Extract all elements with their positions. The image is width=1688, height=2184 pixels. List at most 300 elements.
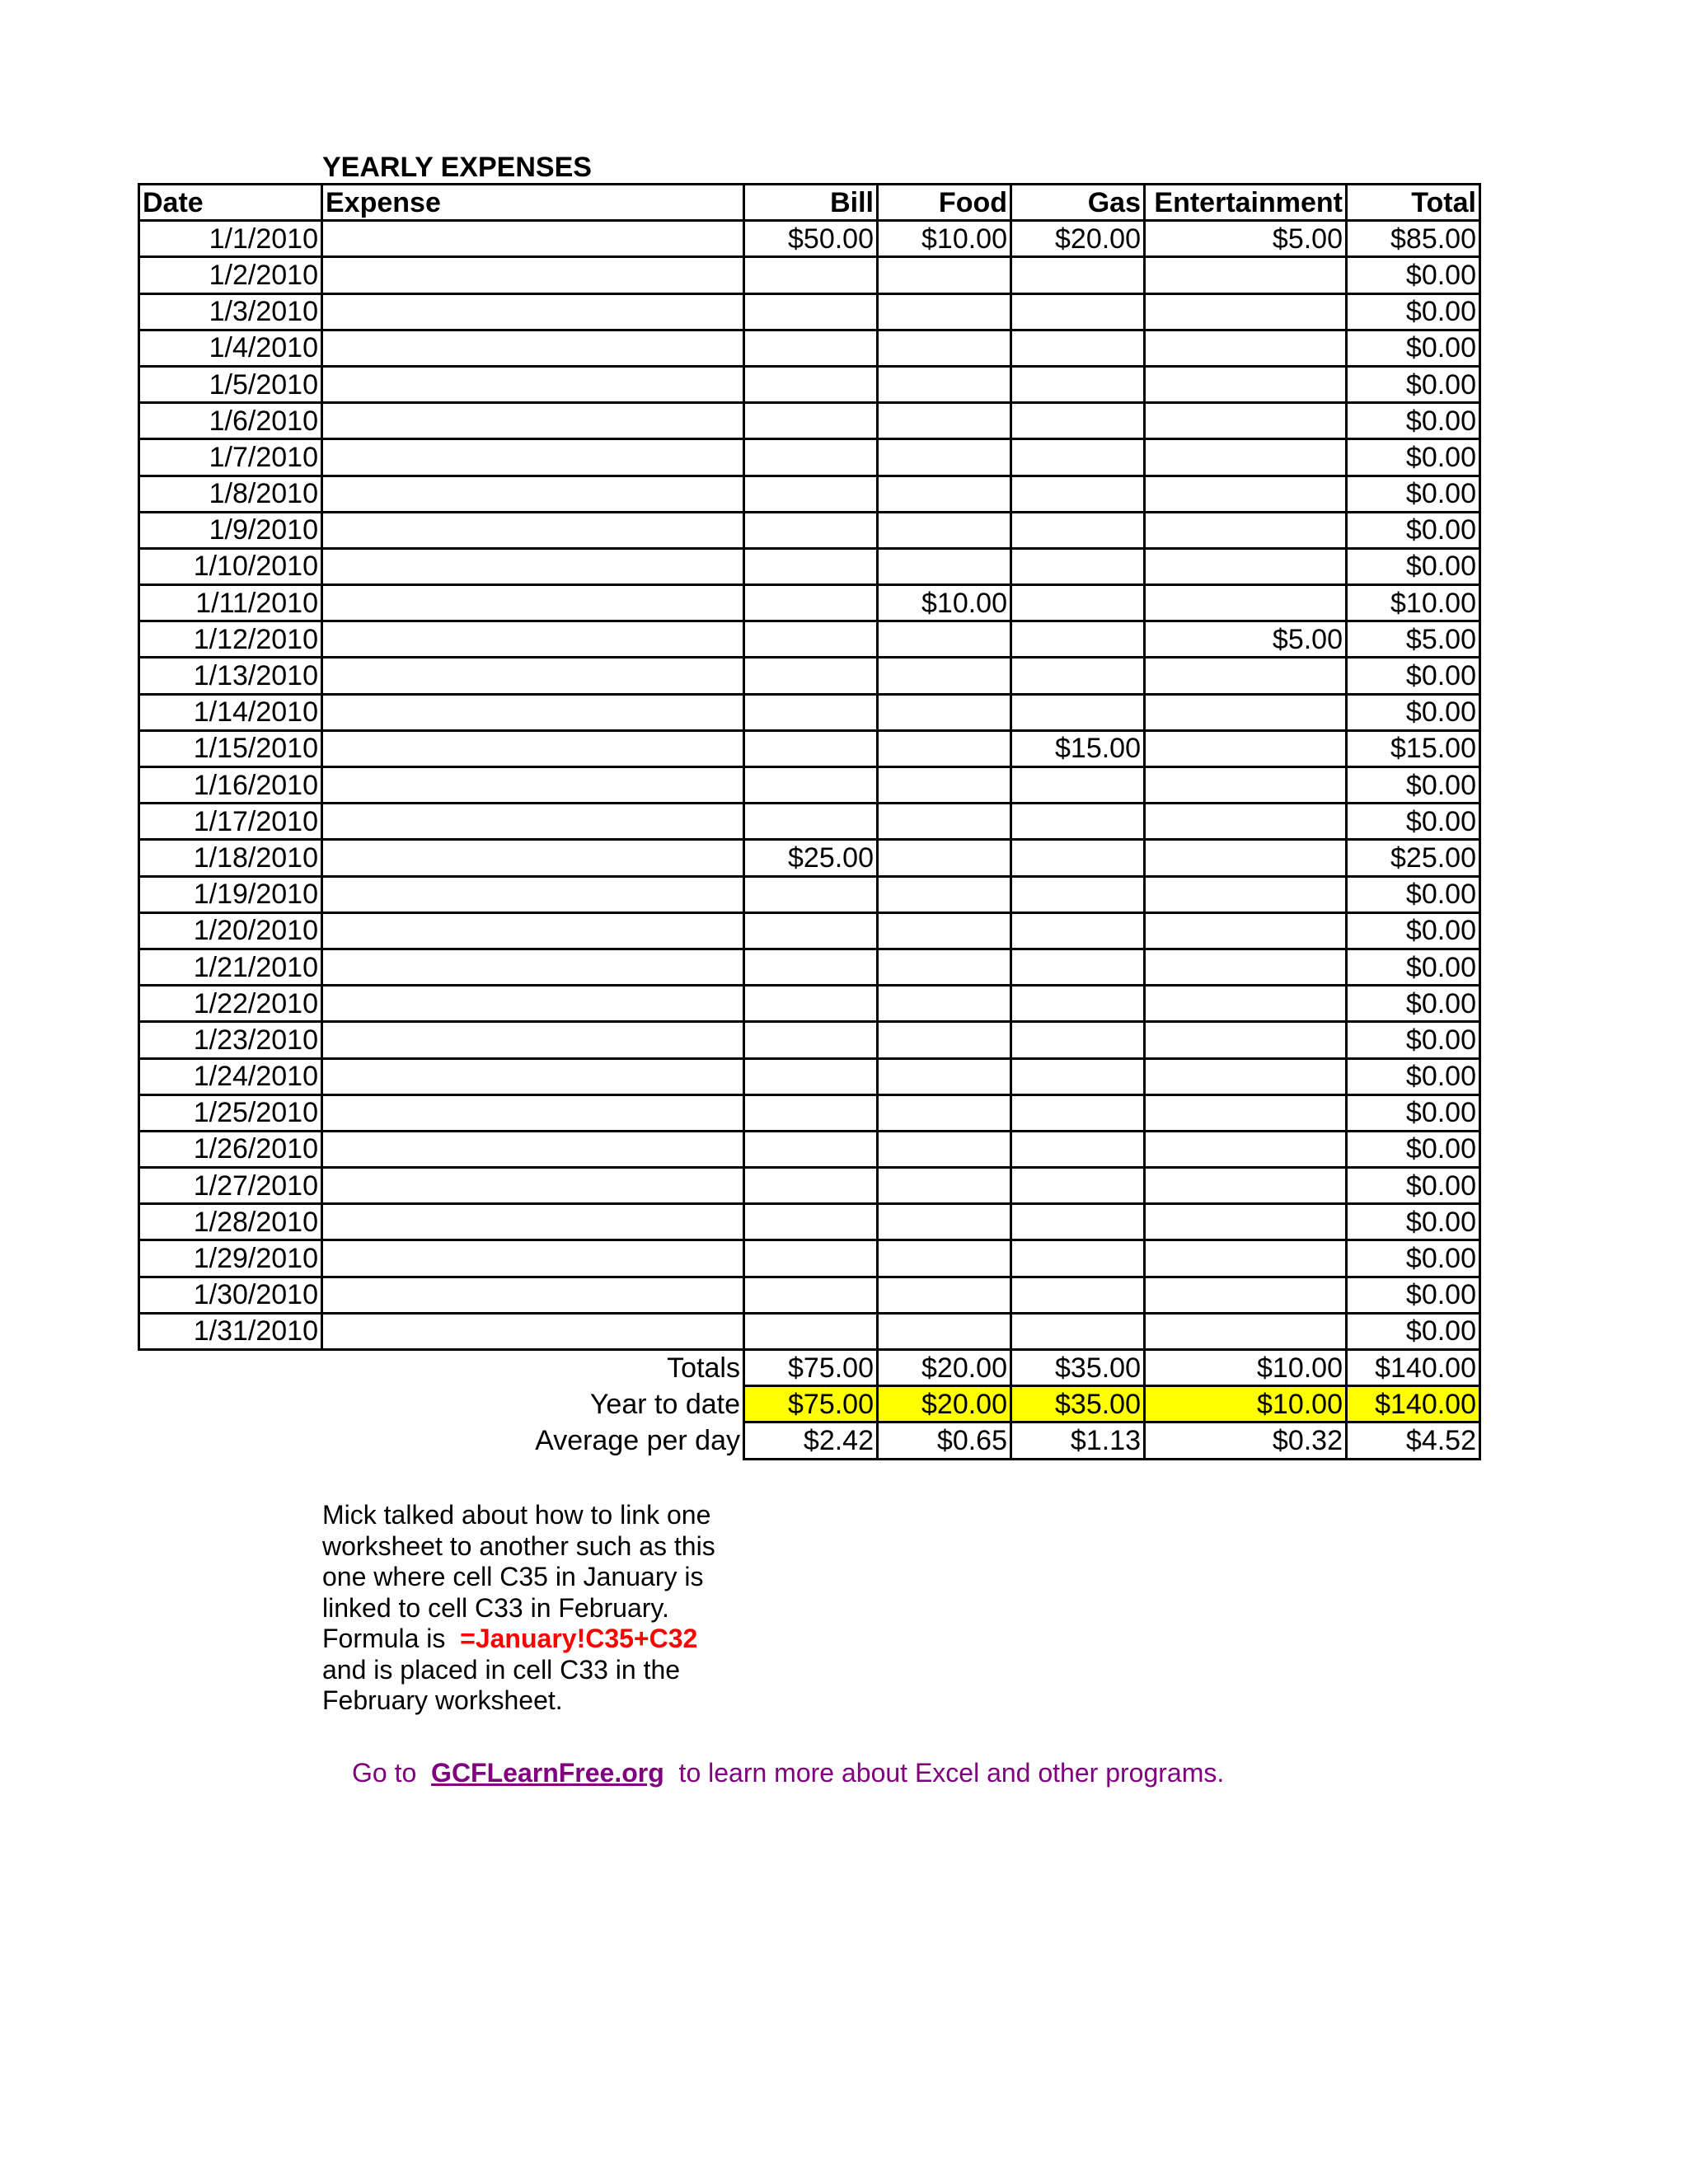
total-cell[interactable]: $0.00 xyxy=(1347,1094,1480,1131)
expense-cell[interactable] xyxy=(322,1168,744,1204)
food-cell[interactable] xyxy=(878,767,1011,804)
expense-cell[interactable] xyxy=(322,1022,744,1058)
date-cell[interactable]: 1/3/2010 xyxy=(139,293,322,330)
summary-row xyxy=(139,1350,1480,1386)
note-lines xyxy=(322,1500,784,1624)
table-row xyxy=(139,1168,1480,1204)
gas-cell[interactable] xyxy=(1011,585,1145,621)
expense-cell[interactable] xyxy=(322,330,744,366)
bill-cell[interactable] xyxy=(744,403,878,439)
bill-cell[interactable] xyxy=(744,476,878,512)
expense-cell[interactable] xyxy=(322,694,744,730)
expense-cell[interactable] xyxy=(322,1094,744,1131)
gas-cell[interactable] xyxy=(1011,658,1145,694)
table-row xyxy=(139,257,1480,293)
table-row xyxy=(139,840,1480,876)
entertainment-cell[interactable] xyxy=(1145,730,1347,766)
total-cell[interactable]: $85.00 xyxy=(1347,221,1480,257)
food-cell[interactable] xyxy=(878,1240,1011,1277)
expense-cell[interactable] xyxy=(322,257,744,293)
date-cell[interactable]: 1/4/2010 xyxy=(139,330,322,366)
total-cell[interactable]: $0.00 xyxy=(1347,439,1480,476)
entertainment-cell[interactable] xyxy=(1145,1058,1347,1094)
note-line: linked to cell C33 in February. xyxy=(322,1592,669,1623)
date-cell[interactable]: 1/20/2010 xyxy=(139,912,322,949)
total-cell[interactable]: $0.00 xyxy=(1347,476,1480,512)
date-cell[interactable]: 1/31/2010 xyxy=(139,1313,322,1349)
food-cell[interactable] xyxy=(878,621,1011,658)
table-row xyxy=(139,804,1480,840)
food-cell[interactable] xyxy=(878,1313,1011,1349)
summary-entertainment-cell[interactable]: $0.32 xyxy=(1145,1422,1347,1459)
food-cell[interactable] xyxy=(878,1168,1011,1204)
header-row xyxy=(139,185,1480,221)
entertainment-cell[interactable] xyxy=(1145,585,1347,621)
date-cell[interactable]: 1/7/2010 xyxy=(139,439,322,476)
food-cell[interactable] xyxy=(878,1058,1011,1094)
entertainment-cell[interactable] xyxy=(1145,1240,1347,1277)
date-cell[interactable]: 1/23/2010 xyxy=(139,1022,322,1058)
note-line: one where cell C35 in January is xyxy=(322,1562,704,1591)
expense-cell[interactable] xyxy=(322,221,744,257)
gas-cell[interactable] xyxy=(1011,1131,1145,1167)
entertainment-cell[interactable] xyxy=(1145,658,1347,694)
date-cell[interactable]: 1/13/2010 xyxy=(139,658,322,694)
date-cell[interactable]: 1/17/2010 xyxy=(139,804,322,840)
total-cell[interactable]: $0.00 xyxy=(1347,986,1480,1022)
note-line: February worksheet. xyxy=(322,1685,563,1715)
entertainment-cell[interactable] xyxy=(1145,804,1347,840)
gas-cell[interactable] xyxy=(1011,1022,1145,1058)
table-row xyxy=(139,330,1480,366)
gas-cell[interactable] xyxy=(1011,767,1145,804)
total-cell[interactable]: $0.00 xyxy=(1347,1204,1480,1240)
expense-cell[interactable] xyxy=(322,621,744,658)
entertainment-cell[interactable] xyxy=(1145,548,1347,584)
column-header-entertainment[interactable]: Entertainment xyxy=(1145,185,1347,221)
entertainment-cell[interactable]: $5.00 xyxy=(1145,621,1347,658)
expense-cell[interactable] xyxy=(322,512,744,548)
summary-entertainment-cell[interactable]: $10.00 xyxy=(1145,1386,1347,1422)
total-cell[interactable]: $0.00 xyxy=(1347,257,1480,293)
bill-cell[interactable] xyxy=(744,366,878,402)
table-row xyxy=(139,1058,1480,1094)
entertainment-cell[interactable] xyxy=(1145,512,1347,548)
table-row xyxy=(139,548,1480,584)
table-row xyxy=(139,986,1480,1022)
date-cell[interactable]: 1/26/2010 xyxy=(139,1131,322,1167)
bill-cell[interactable] xyxy=(744,1313,878,1349)
expense-cell[interactable] xyxy=(322,1204,744,1240)
column-header-expense[interactable]: Expense xyxy=(322,185,744,221)
summary-bill-cell[interactable]: $75.00 xyxy=(744,1386,878,1422)
bill-cell[interactable] xyxy=(744,658,878,694)
date-cell[interactable]: 1/29/2010 xyxy=(139,1240,322,1277)
summary-blank-cell xyxy=(139,1350,322,1386)
expense-cell[interactable] xyxy=(322,1313,744,1349)
summary-total-cell[interactable]: $140.00 xyxy=(1347,1350,1480,1386)
table-row xyxy=(139,1094,1480,1131)
date-cell[interactable]: 1/14/2010 xyxy=(139,694,322,730)
table-row xyxy=(139,621,1480,658)
table-row xyxy=(139,403,1480,439)
food-cell[interactable] xyxy=(878,1094,1011,1131)
food-cell[interactable] xyxy=(878,1131,1011,1167)
footer-line xyxy=(352,1756,1224,1789)
gas-cell[interactable]: $15.00 xyxy=(1011,730,1145,766)
expense-cell[interactable] xyxy=(322,876,744,912)
total-cell[interactable]: $0.00 xyxy=(1347,1313,1480,1349)
date-cell[interactable]: 1/25/2010 xyxy=(139,1094,322,1131)
sheet-title: YEARLY EXPENSES xyxy=(322,152,592,183)
gas-cell[interactable] xyxy=(1011,1313,1145,1349)
expense-cell[interactable] xyxy=(322,585,744,621)
formula-prefix: Formula is xyxy=(322,1624,446,1653)
gas-cell[interactable] xyxy=(1011,1204,1145,1240)
expense-cell[interactable] xyxy=(322,912,744,949)
summary-food-cell[interactable]: $20.00 xyxy=(878,1350,1011,1386)
food-cell[interactable] xyxy=(878,293,1011,330)
summary-gas-cell[interactable]: $1.13 xyxy=(1011,1422,1145,1459)
gas-cell[interactable] xyxy=(1011,512,1145,548)
entertainment-cell[interactable] xyxy=(1145,403,1347,439)
gas-cell[interactable] xyxy=(1011,476,1145,512)
gas-cell[interactable] xyxy=(1011,949,1145,985)
bill-cell[interactable] xyxy=(744,1240,878,1277)
footer-suffix: to learn more about Excel and other programs. xyxy=(678,1758,1225,1788)
entertainment-cell[interactable] xyxy=(1145,257,1347,293)
food-cell[interactable]: $10.00 xyxy=(878,585,1011,621)
bill-cell[interactable] xyxy=(744,730,878,766)
food-cell[interactable] xyxy=(878,403,1011,439)
entertainment-cell[interactable]: $5.00 xyxy=(1145,221,1347,257)
summary-total-cell[interactable]: $4.52 xyxy=(1347,1422,1480,1459)
total-cell[interactable]: $0.00 xyxy=(1347,366,1480,402)
table-row xyxy=(139,694,1480,730)
column-header-food[interactable]: Food xyxy=(878,185,1011,221)
expense-cell[interactable] xyxy=(322,1058,744,1094)
gas-cell[interactable] xyxy=(1011,548,1145,584)
gas-cell[interactable] xyxy=(1011,293,1145,330)
summary-food-cell[interactable]: $0.65 xyxy=(878,1422,1011,1459)
date-cell[interactable]: 1/18/2010 xyxy=(139,840,322,876)
bill-cell[interactable] xyxy=(744,585,878,621)
food-cell[interactable] xyxy=(878,912,1011,949)
total-cell[interactable]: $0.00 xyxy=(1347,804,1480,840)
total-cell[interactable]: $15.00 xyxy=(1347,730,1480,766)
food-cell[interactable] xyxy=(878,1022,1011,1058)
expense-cell[interactable] xyxy=(322,1277,744,1313)
food-cell[interactable] xyxy=(878,512,1011,548)
bill-cell[interactable] xyxy=(744,330,878,366)
gas-cell[interactable]: $20.00 xyxy=(1011,221,1145,257)
date-cell[interactable]: 1/6/2010 xyxy=(139,403,322,439)
total-cell[interactable]: $0.00 xyxy=(1347,403,1480,439)
gas-cell[interactable] xyxy=(1011,403,1145,439)
expense-table xyxy=(138,183,1481,1460)
expense-cell[interactable] xyxy=(322,439,744,476)
food-cell[interactable]: $10.00 xyxy=(878,221,1011,257)
date-cell[interactable]: 1/10/2010 xyxy=(139,548,322,584)
table-row xyxy=(139,912,1480,949)
entertainment-cell[interactable] xyxy=(1145,986,1347,1022)
date-cell[interactable]: 1/30/2010 xyxy=(139,1277,322,1313)
bill-cell[interactable] xyxy=(744,694,878,730)
food-cell[interactable] xyxy=(878,1204,1011,1240)
table-body xyxy=(139,221,1480,1350)
date-cell[interactable]: 1/22/2010 xyxy=(139,986,322,1022)
entertainment-cell[interactable] xyxy=(1145,1022,1347,1058)
table-row xyxy=(139,1240,1480,1277)
bill-cell[interactable] xyxy=(744,876,878,912)
expense-cell[interactable] xyxy=(322,548,744,584)
footer-prefix: Go to xyxy=(352,1758,417,1788)
food-cell[interactable] xyxy=(878,876,1011,912)
gas-cell[interactable] xyxy=(1011,912,1145,949)
entertainment-cell[interactable] xyxy=(1145,912,1347,949)
gas-cell[interactable] xyxy=(1011,1058,1145,1094)
expense-cell[interactable] xyxy=(322,658,744,694)
table-row xyxy=(139,1313,1480,1349)
note-line: and is placed in cell C33 in the xyxy=(322,1654,681,1685)
food-cell[interactable] xyxy=(878,986,1011,1022)
total-cell[interactable]: $0.00 xyxy=(1347,694,1480,730)
expense-cell[interactable] xyxy=(322,767,744,804)
bill-cell[interactable] xyxy=(744,804,878,840)
bill-cell[interactable] xyxy=(744,512,878,548)
gas-cell[interactable] xyxy=(1011,1277,1145,1313)
summary-entertainment-cell[interactable]: $10.00 xyxy=(1145,1350,1347,1386)
food-cell[interactable] xyxy=(878,730,1011,766)
gas-cell[interactable] xyxy=(1011,330,1145,366)
bill-cell[interactable] xyxy=(744,1058,878,1094)
bill-cell[interactable] xyxy=(744,1204,878,1240)
note-lines-after xyxy=(322,1655,784,1717)
column-header-bill[interactable]: Bill xyxy=(744,185,878,221)
date-cell[interactable]: 1/1/2010 xyxy=(139,221,322,257)
total-cell[interactable]: $0.00 xyxy=(1347,1240,1480,1277)
gas-cell[interactable] xyxy=(1011,621,1145,658)
bill-cell[interactable] xyxy=(744,548,878,584)
expense-cell[interactable] xyxy=(322,1131,744,1167)
summary-total-cell[interactable]: $140.00 xyxy=(1347,1386,1480,1422)
food-cell[interactable] xyxy=(878,476,1011,512)
table-row xyxy=(139,439,1480,476)
summary-food-cell[interactable]: $20.00 xyxy=(878,1386,1011,1422)
bill-cell[interactable] xyxy=(744,257,878,293)
table-row xyxy=(139,658,1480,694)
table-row xyxy=(139,221,1480,257)
entertainment-cell[interactable] xyxy=(1145,439,1347,476)
entertainment-cell[interactable] xyxy=(1145,767,1347,804)
summary-blank-cell xyxy=(139,1386,322,1422)
total-cell[interactable]: $0.00 xyxy=(1347,767,1480,804)
food-cell[interactable] xyxy=(878,548,1011,584)
table-row xyxy=(139,949,1480,985)
entertainment-cell[interactable] xyxy=(1145,293,1347,330)
bill-cell[interactable] xyxy=(744,986,878,1022)
total-cell[interactable]: $0.00 xyxy=(1347,548,1480,584)
date-cell[interactable]: 1/16/2010 xyxy=(139,767,322,804)
summary-gas-cell[interactable]: $35.00 xyxy=(1011,1350,1145,1386)
gas-cell[interactable] xyxy=(1011,1240,1145,1277)
summary-row xyxy=(139,1386,1480,1422)
entertainment-cell[interactable] xyxy=(1145,330,1347,366)
total-cell[interactable]: $0.00 xyxy=(1347,1277,1480,1313)
table-row xyxy=(139,293,1480,330)
bill-cell[interactable]: $50.00 xyxy=(744,221,878,257)
expense-cell[interactable] xyxy=(322,366,744,402)
summary-bill-cell[interactable]: $2.42 xyxy=(744,1422,878,1459)
gas-cell[interactable] xyxy=(1011,986,1145,1022)
formula-text: =January!C35+C32 xyxy=(460,1624,698,1653)
food-cell[interactable] xyxy=(878,840,1011,876)
entertainment-cell[interactable] xyxy=(1145,1313,1347,1349)
summary-blank-cell xyxy=(139,1422,322,1459)
total-cell[interactable]: $0.00 xyxy=(1347,330,1480,366)
expense-cell[interactable] xyxy=(322,293,744,330)
entertainment-cell[interactable] xyxy=(1145,1131,1347,1167)
entertainment-cell[interactable] xyxy=(1145,694,1347,730)
bill-cell[interactable] xyxy=(744,621,878,658)
bill-cell[interactable] xyxy=(744,767,878,804)
total-cell[interactable]: $0.00 xyxy=(1347,1168,1480,1204)
column-header-gas[interactable]: Gas xyxy=(1011,185,1145,221)
date-cell[interactable]: 1/11/2010 xyxy=(139,585,322,621)
bill-cell[interactable] xyxy=(744,912,878,949)
entertainment-cell[interactable] xyxy=(1145,366,1347,402)
entertainment-cell[interactable] xyxy=(1145,876,1347,912)
bill-cell[interactable] xyxy=(744,1168,878,1204)
date-cell[interactable]: 1/12/2010 xyxy=(139,621,322,658)
bill-cell[interactable] xyxy=(744,439,878,476)
gas-cell[interactable] xyxy=(1011,366,1145,402)
expense-cell[interactable] xyxy=(322,403,744,439)
table-row xyxy=(139,512,1480,548)
table-row xyxy=(139,1277,1480,1313)
expense-cell[interactable] xyxy=(322,949,744,985)
date-cell[interactable]: 1/15/2010 xyxy=(139,730,322,766)
date-cell[interactable]: 1/21/2010 xyxy=(139,949,322,985)
date-cell[interactable]: 1/24/2010 xyxy=(139,1058,322,1094)
summary-bill-cell[interactable]: $75.00 xyxy=(744,1350,878,1386)
date-cell[interactable]: 1/8/2010 xyxy=(139,476,322,512)
bill-cell[interactable] xyxy=(744,1094,878,1131)
summary-label: Average per day xyxy=(322,1422,744,1459)
date-cell[interactable]: 1/27/2010 xyxy=(139,1168,322,1204)
summary-block xyxy=(139,1350,1480,1460)
expense-cell[interactable] xyxy=(322,804,744,840)
table-row xyxy=(139,1131,1480,1167)
date-cell[interactable]: 1/2/2010 xyxy=(139,257,322,293)
table-row xyxy=(139,767,1480,804)
gcflearnfree-link[interactable]: GCFLearnFree.org xyxy=(431,1758,664,1788)
note-line: worksheet to another such as this xyxy=(322,1530,715,1561)
total-cell[interactable]: $0.00 xyxy=(1347,658,1480,694)
gas-cell[interactable] xyxy=(1011,804,1145,840)
total-cell[interactable]: $10.00 xyxy=(1347,585,1480,621)
food-cell[interactable] xyxy=(878,366,1011,402)
food-cell[interactable] xyxy=(878,694,1011,730)
table-row xyxy=(139,876,1480,912)
date-cell[interactable]: 1/9/2010 xyxy=(139,512,322,548)
gas-cell[interactable] xyxy=(1011,439,1145,476)
gas-cell[interactable] xyxy=(1011,840,1145,876)
date-cell[interactable]: 1/28/2010 xyxy=(139,1204,322,1240)
table-row xyxy=(139,585,1480,621)
summary-label: Totals xyxy=(322,1350,744,1386)
food-cell[interactable] xyxy=(878,949,1011,985)
entertainment-cell[interactable] xyxy=(1145,1204,1347,1240)
total-cell[interactable]: $0.00 xyxy=(1347,876,1480,912)
expense-cell[interactable] xyxy=(322,1240,744,1277)
bill-cell[interactable] xyxy=(744,293,878,330)
bill-cell[interactable] xyxy=(744,1022,878,1058)
expense-cell[interactable] xyxy=(322,986,744,1022)
entertainment-cell[interactable] xyxy=(1145,1168,1347,1204)
summary-label: Year to date xyxy=(322,1386,744,1422)
note-line: Mick talked about how to link one xyxy=(322,1500,711,1530)
total-cell[interactable]: $0.00 xyxy=(1347,1131,1480,1167)
entertainment-cell[interactable] xyxy=(1145,949,1347,985)
table-row xyxy=(139,476,1480,512)
date-cell[interactable]: 1/19/2010 xyxy=(139,876,322,912)
column-header-total[interactable]: Total xyxy=(1347,185,1480,221)
gas-cell[interactable] xyxy=(1011,876,1145,912)
entertainment-cell[interactable] xyxy=(1145,1277,1347,1313)
total-cell[interactable]: $0.00 xyxy=(1347,512,1480,548)
food-cell[interactable] xyxy=(878,1277,1011,1313)
entertainment-cell[interactable] xyxy=(1145,1094,1347,1131)
formula-line xyxy=(322,1624,784,1655)
food-cell[interactable] xyxy=(878,330,1011,366)
food-cell[interactable] xyxy=(878,804,1011,840)
food-cell[interactable] xyxy=(878,257,1011,293)
expense-cell[interactable] xyxy=(322,476,744,512)
summary-row xyxy=(139,1422,1480,1459)
total-cell[interactable]: $0.00 xyxy=(1347,293,1480,330)
note-block xyxy=(322,1500,784,1717)
table-row xyxy=(139,730,1480,766)
bill-cell[interactable]: $25.00 xyxy=(744,840,878,876)
gas-cell[interactable] xyxy=(1011,257,1145,293)
total-cell[interactable]: $0.00 xyxy=(1347,1022,1480,1058)
bill-cell[interactable] xyxy=(744,1131,878,1167)
total-cell[interactable]: $0.00 xyxy=(1347,912,1480,949)
food-cell[interactable] xyxy=(878,439,1011,476)
expense-cell[interactable] xyxy=(322,840,744,876)
column-header-date[interactable]: Date xyxy=(139,185,322,221)
total-cell[interactable]: $5.00 xyxy=(1347,621,1480,658)
total-cell[interactable]: $0.00 xyxy=(1347,949,1480,985)
table-row xyxy=(139,1022,1480,1058)
bill-cell[interactable] xyxy=(744,1277,878,1313)
summary-gas-cell[interactable]: $35.00 xyxy=(1011,1386,1145,1422)
bill-cell[interactable] xyxy=(744,949,878,985)
total-cell[interactable]: $25.00 xyxy=(1347,840,1480,876)
gas-cell[interactable] xyxy=(1011,1168,1145,1204)
food-cell[interactable] xyxy=(878,658,1011,694)
table-row xyxy=(139,1204,1480,1240)
table-row xyxy=(139,366,1480,402)
date-cell[interactable]: 1/5/2010 xyxy=(139,366,322,402)
total-cell[interactable]: $0.00 xyxy=(1347,1058,1480,1094)
entertainment-cell[interactable] xyxy=(1145,840,1347,876)
expense-cell[interactable] xyxy=(322,730,744,766)
entertainment-cell[interactable] xyxy=(1145,476,1347,512)
gas-cell[interactable] xyxy=(1011,1094,1145,1131)
gas-cell[interactable] xyxy=(1011,694,1145,730)
